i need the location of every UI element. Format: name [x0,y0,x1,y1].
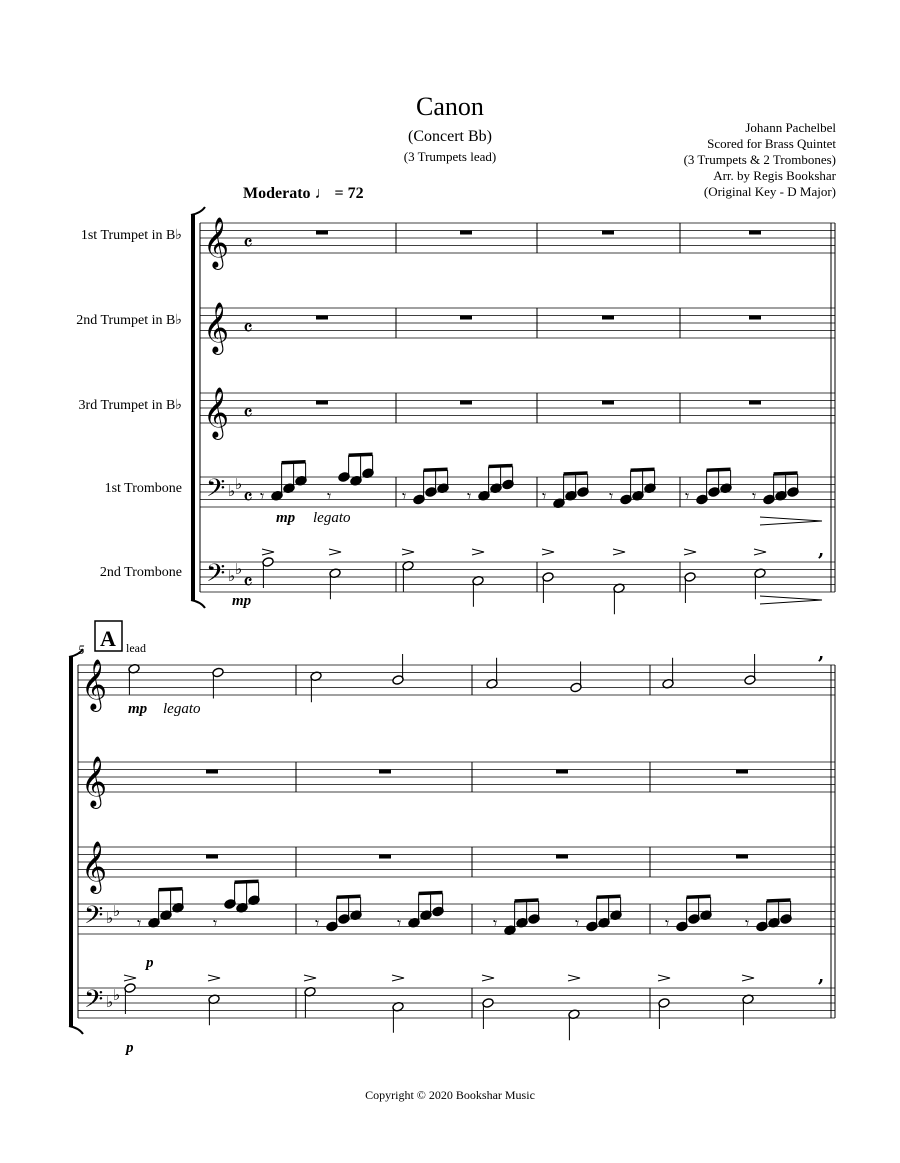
dynamic-mp-trumpet1: mp [128,701,148,717]
accent-icon [613,549,625,555]
beam [564,473,588,474]
tempo-word: Moderato [243,185,311,202]
label-trumpet-2: 2nd Trumpet in B♭ [76,313,182,328]
whole-rest-icon [206,770,218,774]
beam [597,896,621,897]
whole-rest-icon [602,231,614,235]
decrescendo-icon [760,517,822,521]
accent-icon [542,549,554,555]
measure-number: 5 [78,642,85,657]
breath-mark-icon: , [818,966,825,987]
common-time-icon: 𝄴 [243,231,253,257]
beam [489,466,513,467]
eighth-rest-icon: 𝄾 [327,486,332,506]
accent-icon [742,975,754,981]
beam [707,469,731,470]
treble-clef-icon: 𝄞 [203,302,230,353]
eighth-rest-icon: 𝄾 [402,486,407,506]
beam [337,896,361,897]
whole-rest-icon [602,401,614,405]
composer: Johann Pachelbel [745,120,836,135]
whole-rest-icon [379,855,391,859]
eighth-rest-icon: 𝄾 [137,913,142,933]
bass-clef-icon: 𝄢 [84,901,104,936]
legato-trombone1: legato [313,510,351,526]
accent-icon [658,975,670,981]
common-time-icon: 𝄴 [243,316,253,342]
whole-rest-icon [316,401,328,405]
flat-icon: ♭ [106,909,114,927]
eighth-rest-icon: 𝄾 [260,486,265,506]
flat-icon: ♭ [113,901,121,920]
treble-clef-icon: 𝄞 [203,387,230,438]
bracket-hook [191,600,205,608]
flat-icon: ♭ [106,993,114,1011]
eighth-rest-icon: 𝄾 [213,913,218,933]
copyright: Copyright © 2020 Bookshar Music [365,1088,535,1102]
beam [774,473,798,474]
whole-rest-icon [206,855,218,859]
label-trombone-2: 2nd Trombone [99,565,182,580]
eighth-rest-icon: 𝄾 [685,486,690,506]
legato-trumpet1: legato [163,701,201,717]
whole-rest-icon [460,231,472,235]
whole-rest-icon [749,231,761,235]
tempo-bpm: = 72 [334,185,364,202]
accent-icon [329,549,341,555]
eighth-rest-icon: 𝄾 [397,913,402,933]
label-trumpet-1: 1st Trumpet in B♭ [80,228,182,243]
treble-clef-icon: 𝄞 [203,217,230,268]
bracket-hook [69,1026,83,1034]
whole-rest-icon [316,316,328,320]
accent-icon [304,975,316,981]
accent-icon [262,549,274,555]
eighth-rest-icon: 𝄾 [609,486,614,506]
whole-rest-icon [749,401,761,405]
beam [767,900,791,901]
bass-clef-icon: 𝄢 [206,474,226,509]
whole-rest-icon [556,770,568,774]
common-time-icon: 𝄴 [243,485,253,511]
accent-icon [402,549,414,555]
original-key: (Original Key - D Major) [703,184,836,199]
beam [631,469,655,470]
rehearsal-mark: A [100,626,116,651]
beam [349,454,373,455]
beam [419,893,443,894]
eighth-rest-icon: 𝄾 [542,486,547,506]
beam [282,462,306,463]
treble-clef-icon: 𝄞 [81,659,108,710]
arranger: Arr. by Regis Bookshar [713,168,836,183]
lead-text: lead [126,641,146,655]
score-title: Canon [416,92,484,121]
beam [687,896,711,897]
breath-mark-icon: , [818,540,825,561]
beam [424,469,448,470]
accent-icon [568,975,580,981]
whole-rest-icon [736,855,748,859]
bass-clef-icon: 𝄢 [84,985,104,1020]
beam [515,900,539,901]
flat-icon: ♭ [235,474,243,493]
label-trumpet-3: 3rd Trumpet in B♭ [78,398,182,413]
treble-clef-icon: 𝄞 [81,756,108,807]
dynamic-p-trombone2: p [126,1040,134,1056]
flat-icon: ♭ [228,482,236,500]
instrumentation: (3 Trumpets & 2 Trombones) [683,152,836,167]
common-time-icon: 𝄴 [243,401,253,427]
accent-icon [684,549,696,555]
whole-rest-icon [749,316,761,320]
dynamic-p-trombone1: p [146,955,154,971]
eighth-rest-icon: 𝄾 [575,913,580,933]
flat-icon: ♭ [235,559,243,578]
accent-icon [482,975,494,981]
eighth-rest-icon: 𝄾 [315,913,320,933]
eighth-rest-icon: 𝄾 [493,913,498,933]
whole-rest-icon [736,770,748,774]
eighth-rest-icon: 𝄾 [665,913,670,933]
accent-icon [208,975,220,981]
whole-rest-icon [602,316,614,320]
whole-rest-icon [316,231,328,235]
whole-rest-icon [460,316,472,320]
whole-rest-icon [379,770,391,774]
dynamic-mp-trombone1: mp [276,510,296,526]
eighth-rest-icon: 𝄾 [745,913,750,933]
flat-icon: ♭ [113,985,121,1004]
whole-rest-icon [556,855,568,859]
quarter-note-icon: ♩ [314,185,331,202]
decrescendo-icon [760,521,822,525]
treble-clef-icon: 𝄞 [81,841,108,892]
bracket-hook [191,207,205,215]
decrescendo-icon [760,600,822,604]
eighth-rest-icon: 𝄾 [467,486,472,506]
common-time-icon: 𝄴 [243,570,253,596]
decrescendo-icon [760,596,822,600]
accent-icon [754,549,766,555]
beam [159,889,183,890]
score-subtitle: (Concert Bb) [408,128,492,145]
accent-icon [392,975,404,981]
beam [235,881,259,882]
eighth-rest-icon: 𝄾 [752,486,757,506]
scoring: Scored for Brass Quintet [707,136,836,151]
whole-rest-icon [460,401,472,405]
flat-icon: ♭ [228,567,236,585]
label-trombone-1: 1st Trombone [104,481,182,496]
accent-icon [472,549,484,555]
dynamic-mp-trombone2: mp [232,593,252,609]
breath-mark-icon: , [818,643,825,664]
bass-clef-icon: 𝄢 [206,559,226,594]
accent-icon [124,975,136,981]
score-subtitle-lead: (3 Trumpets lead) [403,149,497,164]
